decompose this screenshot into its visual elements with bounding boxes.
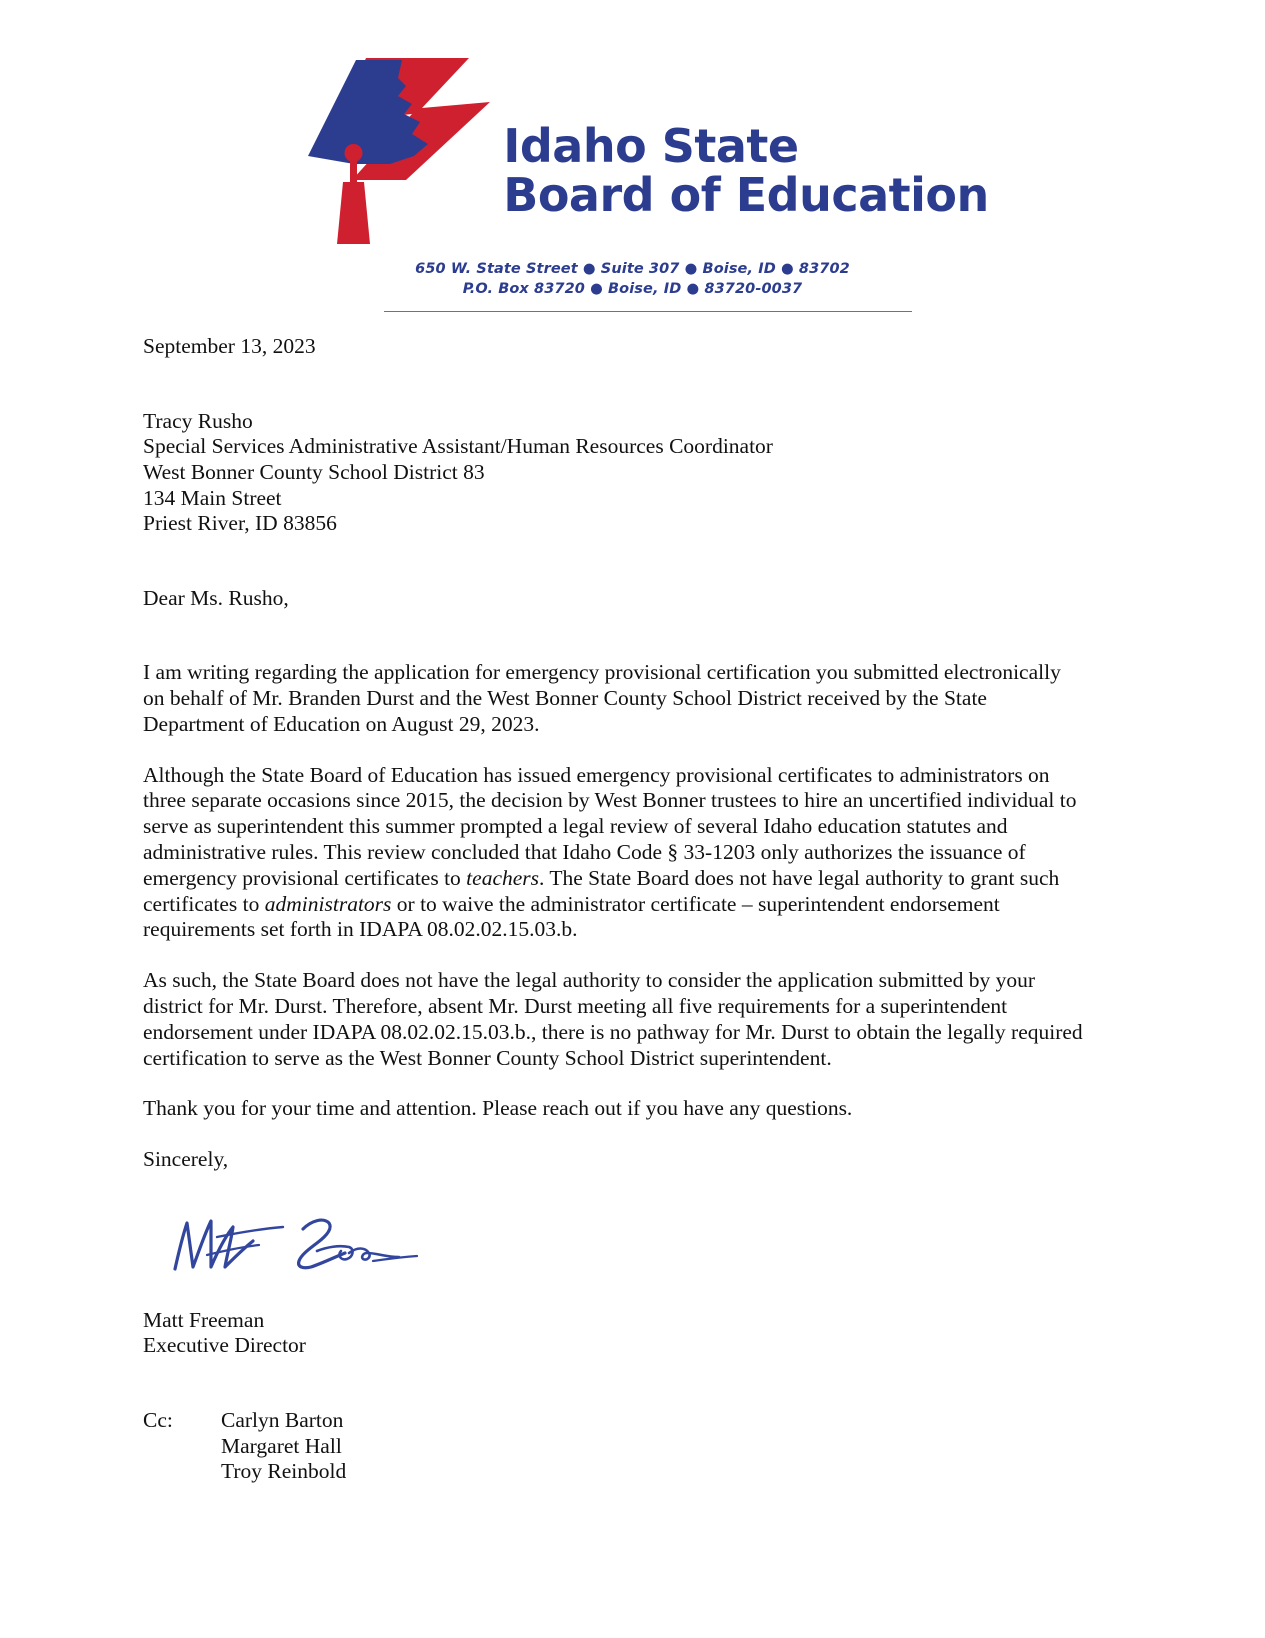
cc-label: Cc: [143, 1408, 173, 1433]
cc-recipient: Carlyn Barton [221, 1408, 344, 1433]
paragraph-2-italic-teachers: teachers [466, 865, 540, 890]
paragraph-2-part-3: or to waive the administrator certificate – superintendent endorsement requirements set forth in IDAPA 08.02.02.15.03.b. [143, 891, 1000, 942]
recipient-name: Tracy Rusho [143, 408, 253, 433]
cc-block [143, 1408, 1083, 1485]
letterhead-address [415, 260, 850, 299]
letter-body [0, 334, 1083, 1485]
paragraph-2-part-1: Although the State Board of Education has issued emergency provisional certificates to administrators on three separate occasions since 2015, the decision by West Bonner trustees to hire an uncertified individual to serve as superintendent this summer prompted a legal review of several Idaho education statutes and administrative rules. This review concluded that Idaho Code § 33-1203 only authorizes the issuance of emergency provisional certificates to [143, 762, 1077, 890]
header-divider [384, 311, 912, 312]
letter-date: September 13, 2023 [143, 334, 316, 359]
wordmark [503, 119, 989, 222]
salutation: Dear Ms. Rusho, [143, 585, 289, 610]
graduation-cap-idaho-logo-icon [294, 52, 509, 252]
paragraph-4: Thank you for your time and attention. Please reach out if you have any questions. [143, 1096, 853, 1121]
address-line-2: P.O. Box 83720 ● Boise, ID ● 83720-0037 [462, 280, 803, 297]
signer-title: Executive Director [143, 1333, 306, 1358]
signer-name: Matt Freeman [143, 1307, 265, 1332]
paragraph-2-italic-administrators: administrators [264, 891, 392, 916]
paragraph-2 [143, 763, 1083, 944]
recipient-title: Special Services Administrative Assistant/Human Resources Coordinator [143, 434, 773, 459]
cc-recipient: Troy Reinbold [221, 1459, 347, 1484]
cc-recipient-list [221, 1408, 346, 1485]
recipient-city-state-zip: Priest River, ID 83856 [143, 511, 337, 536]
address-line-1: 650 W. State Street ● Suite 307 ● Boise, ID ● 83702 [415, 261, 850, 277]
recipient-street: 134 Main Street [143, 485, 282, 510]
paragraph-3: As such, the State Board does not have the legal authority to consider the application submitted by your district for Mr. Durst. Therefore, absent Mr. Durst meeting all five requirements for a superintendent endorsement under IDAPA 08.02.02.15.03.b., there is no pathway for Mr. Durst to obtain the legally required certification to serve as the West Bonner County School District superintendent. [143, 968, 1083, 1070]
recipient-address-block [143, 409, 1083, 537]
signature-block [143, 1308, 1083, 1359]
paragraph-1: I am writing regarding the application for emergency provisional certification you submitted electronically on behalf of Mr. Branden Durst and the West Bonner County School District received by the State Department of Education on August 29, 2023. [143, 660, 1061, 736]
handwritten-signature-icon [167, 1207, 427, 1283]
cc-recipient: Margaret Hall [221, 1433, 342, 1458]
paragraph-2-part-2: . The State Board does not have legal authority to grant such certificates to [143, 865, 1060, 916]
closing: Sincerely, [143, 1147, 229, 1172]
letterhead [0, 0, 1265, 312]
org-name-line2: Board of Education [503, 167, 989, 222]
org-name-line1: Idaho State [503, 119, 799, 173]
logo-row [342, 48, 989, 252]
recipient-organization: West Bonner County School District 83 [143, 459, 485, 484]
